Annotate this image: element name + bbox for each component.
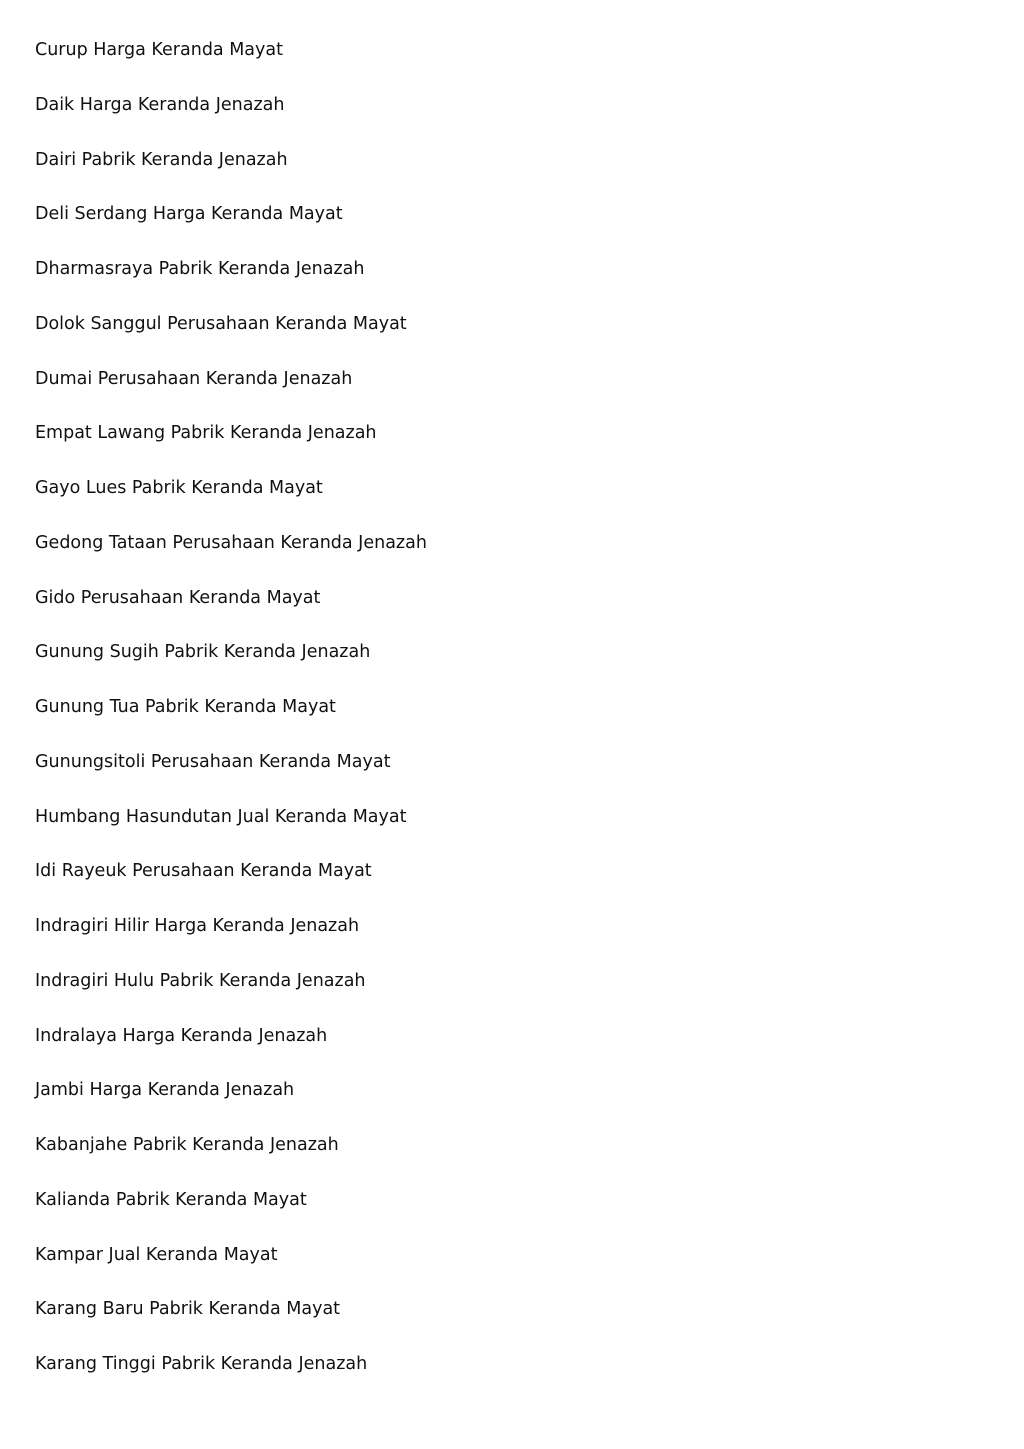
list-item[interactable]: Kabanjahe Pabrik Keranda Jenazah (35, 1135, 339, 1155)
list-item[interactable]: Gido Perusahaan Keranda Mayat (35, 587, 321, 608)
link-list (35, 36, 427, 1405)
list-item[interactable]: Deli Serdang Harga Keranda Mayat (35, 204, 343, 225)
list-item[interactable]: Dairi Pabrik Keranda Jenazah (35, 149, 288, 170)
list-item[interactable]: Karang Baru Pabrik Keranda Mayat (35, 1299, 341, 1320)
list-item[interactable]: Gayo Lues Pabrik Keranda Mayat (35, 478, 323, 498)
list-item[interactable]: Idi Rayeuk Perusahaan Keranda Mayat (35, 861, 372, 882)
list-item[interactable]: Gunung Sugih Pabrik Keranda Jenazah (35, 642, 371, 663)
list-item[interactable]: Kalianda Pabrik Keranda Mayat (35, 1189, 307, 1210)
list-item[interactable]: Empat Lawang Pabrik Keranda Jenazah (35, 423, 377, 444)
list-item[interactable]: Daik Harga Keranda Jenazah (35, 94, 285, 115)
list-item[interactable]: Dolok Sanggul Perusahaan Keranda Mayat (35, 313, 407, 334)
list-item[interactable]: Dumai Perusahaan Keranda Jenazah (35, 368, 353, 389)
list-item[interactable]: Indragiri Hulu Pabrik Keranda Jenazah (35, 970, 366, 991)
list-item[interactable]: Gunungsitoli Perusahaan Keranda Mayat (35, 751, 391, 772)
list-item[interactable]: Jambi Harga Keranda Jenazah (35, 1080, 295, 1101)
list-item[interactable]: Gunung Tua Pabrik Keranda Mayat (35, 697, 336, 717)
list-item[interactable]: Humbang Hasundutan Jual Keranda Mayat (35, 806, 407, 827)
list-item[interactable]: Gedong Tataan Perusahaan Keranda Jenazah (35, 532, 427, 553)
list-item[interactable]: Indragiri Hilir Harga Keranda Jenazah (35, 916, 360, 936)
list-item[interactable]: Curup Harga Keranda Mayat (35, 40, 283, 60)
list-item[interactable]: Indralaya Harga Keranda Jenazah (35, 1025, 328, 1046)
list-item[interactable]: Dharmasraya Pabrik Keranda Jenazah (35, 259, 365, 279)
list-item[interactable]: Karang Tinggi Pabrik Keranda Jenazah (35, 1354, 368, 1374)
list-item[interactable]: Kampar Jual Keranda Mayat (35, 1244, 278, 1265)
